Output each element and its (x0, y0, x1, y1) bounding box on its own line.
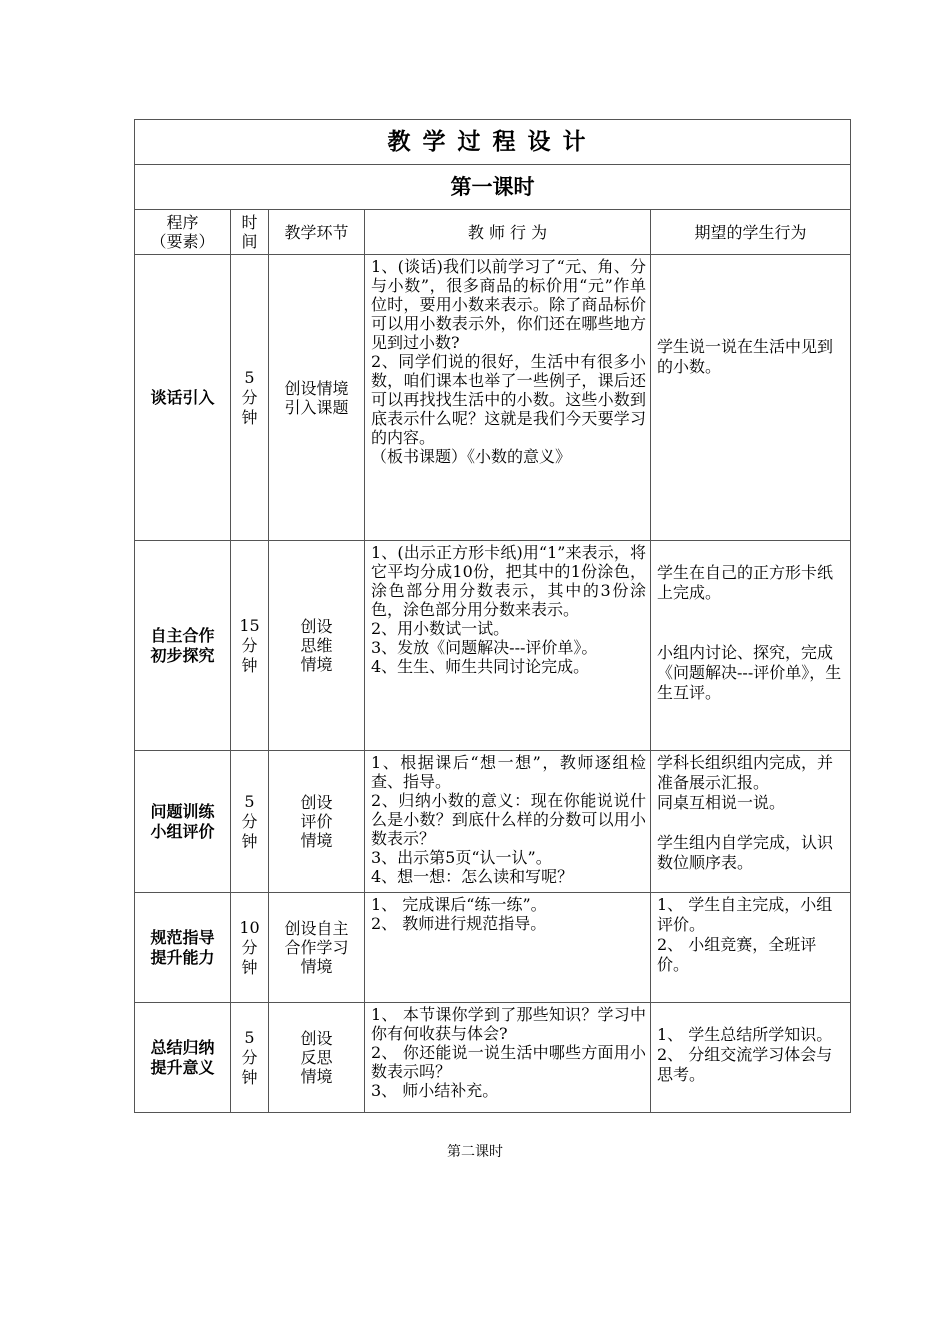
table-row (135, 255, 851, 541)
header-time: 时 间 (231, 210, 269, 255)
teacher-behavior-cell: 1、(谈话)我们以前学习了“元、角、分与小数”，很多商品的标价用“元”作单位时，要用小数来表示。除了商品标价可以用小数表示外，你们还在哪些地方见到过小数? 2、同学们说的很好，生活中有很多小数，咱们课本也举了一些例子，课后还可以再找找生活中的小数。这些小数到底表示什么呢？这就是我们今天要学习的内容。 （板书课题）《小数的意义》 (365, 255, 651, 541)
time-cell: 5 分 钟 (231, 1003, 269, 1113)
lesson-process-table (134, 119, 851, 1113)
header-teacher-behavior: 教 师 行 为 (365, 210, 651, 255)
teaching-link-cell: 创设 反思 情境 (269, 1003, 365, 1113)
teacher-behavior-cell: 1、 本节课你学到了那些知识？学习中你有何收获与体会? 2、 你还能说一说生活中哪些方面用小数表示吗？ 3、 师小结补充。 (365, 1003, 651, 1113)
table-title: 教学过程设计 (135, 120, 851, 165)
header-procedure: 程序 （要素） (135, 210, 231, 255)
teacher-behavior-cell: 1、根据课后“想一想”，教师逐组检查、指导。 2、归纳小数的意义：现在你能说说什么是小数？到底什么样的分数可以用小数表示？ 3、出示第5页“认一认”。 4、想一想：怎么读和写呢？ (365, 751, 651, 893)
table-row (135, 751, 851, 893)
teacher-behavior-cell: 1、(出示正方形卡纸)用“1”来表示，将它平均分成10份，把其中的1份涂色，涂色部分用分数表示，其中的3份涂色，涂色部分用分数来表示。 2、用小数试一试。 3、发放《问题解决---评价单》。 4、生生、师生共同讨论完成。 (365, 541, 651, 751)
student-behavior-cell: 学生在自己的正方形卡纸上完成。 小组内讨论、探究，完成《问题解决---评价单》，生生互评。 (651, 541, 851, 751)
lesson-subtitle: 第一课时 (135, 165, 851, 210)
time-cell: 10 分 钟 (231, 893, 269, 1003)
teaching-link-cell: 创设情境 引入课题 (269, 255, 365, 541)
student-behavior-cell: 1、 学生自主完成，小组评价。 2、 小组竞赛，全班评价。 (651, 893, 851, 1003)
header-student-behavior: 期望的学生行为 (651, 210, 851, 255)
table-row (135, 541, 851, 751)
teaching-link-cell: 创设 评价 情境 (269, 751, 365, 893)
stage-cell: 规范指导 提升能力 (135, 893, 231, 1003)
time-cell: 5 分 钟 (231, 751, 269, 893)
stage-cell: 谈话引入 (135, 255, 231, 541)
header-teaching-link: 教学环节 (269, 210, 365, 255)
student-behavior-cell: 1、 学生总结所学知识。 2、 分组交流学习体会与思考。 (651, 1003, 851, 1113)
student-behavior-cell: 学科长组织组内完成，并准备展示汇报。 同桌互相说一说。 学生组内自学完成，认识数位顺序表。 (651, 751, 851, 893)
teaching-link-cell: 创设自主 合作学习 情境 (269, 893, 365, 1003)
teacher-behavior-cell: 1、 完成课后“练一练”。 2、 教师进行规范指导。 (365, 893, 651, 1003)
time-cell: 5 分 钟 (231, 255, 269, 541)
stage-cell: 问题训练 小组评价 (135, 751, 231, 893)
header-row (135, 210, 851, 255)
stage-cell: 自主合作 初步探究 (135, 541, 231, 751)
teaching-link-cell: 创设 思维 情境 (269, 541, 365, 751)
stage-cell: 总结归纳 提升意义 (135, 1003, 231, 1113)
time-cell: 15 分 钟 (231, 541, 269, 751)
student-behavior-cell: 学生说一说在生活中见到的小数。 (651, 255, 851, 541)
table-row (135, 893, 851, 1003)
table-row (135, 1003, 851, 1113)
footer-note: 第二课时 (447, 1144, 503, 1160)
